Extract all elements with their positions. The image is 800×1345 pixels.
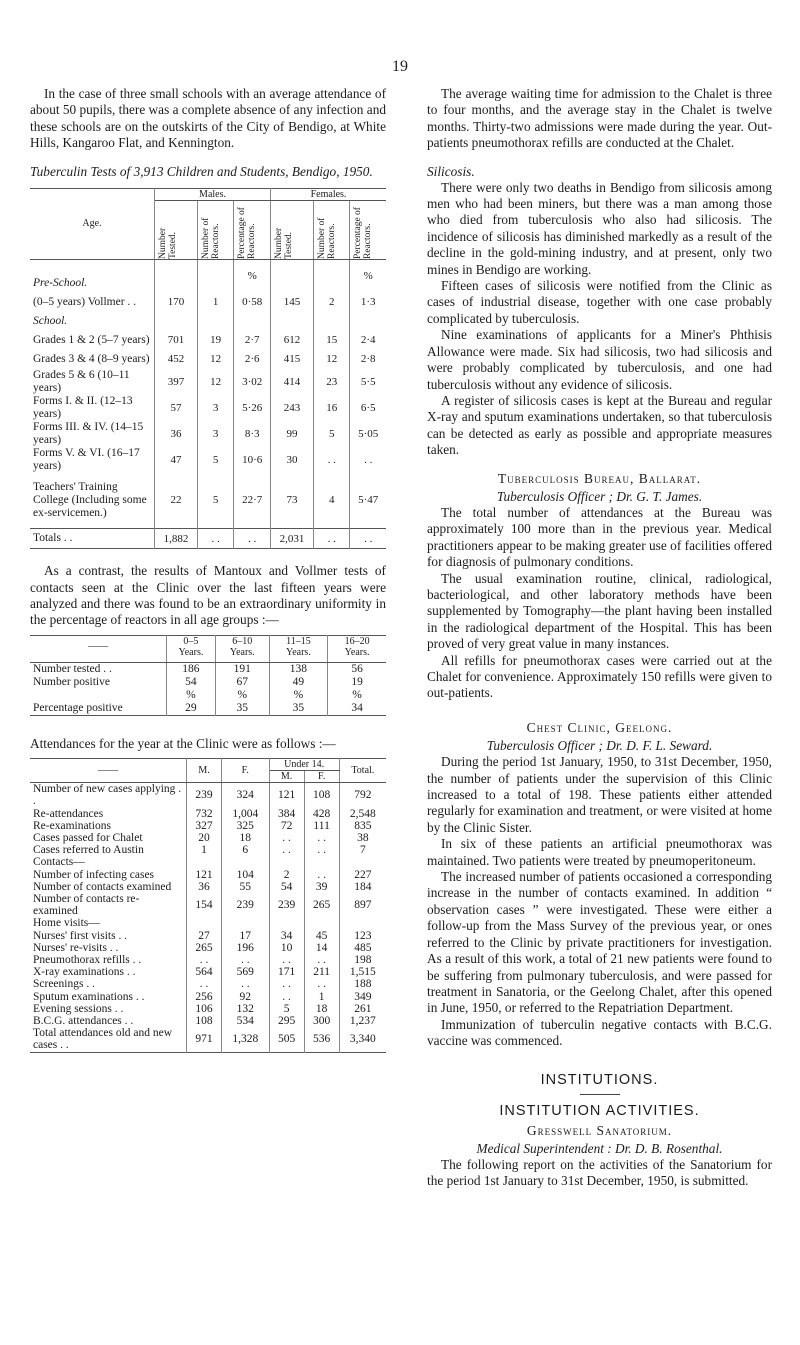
table-cell: 428 [304, 808, 339, 820]
geelong-heading: Chest Clinic, Geelong. [526, 719, 673, 735]
table-cell: 170 [155, 293, 198, 312]
table-cell: 2·4 [360, 334, 376, 347]
table-cell [187, 856, 222, 868]
table-cell [271, 312, 314, 331]
row-label: Nurses' first visits . . [30, 930, 187, 942]
row-label: Number of contacts re-examined [30, 893, 187, 917]
table-cell: 300 [304, 1015, 339, 1027]
table-cell: 536 [304, 1027, 339, 1052]
ballarat-officer: Tuberculosis Officer ; Dr. G. T. James. [496, 488, 703, 504]
table-cell: 92 [222, 991, 270, 1003]
table-cell: 5·26 [234, 395, 271, 421]
geelong-officer: Tuberculosis Officer ; Dr. D. F. L. Seward. [486, 737, 713, 753]
table-cell: . . [304, 832, 339, 844]
table-cell: 186 [167, 662, 216, 676]
table-cell: . . [222, 954, 270, 966]
table-row [30, 1027, 386, 1052]
col-header: M. [269, 771, 304, 783]
table-cell: 20 [187, 832, 222, 844]
table-cell: 6·5 [360, 401, 376, 414]
table-cell: 14 [304, 942, 339, 954]
ballarat-p3: All refills for pneumothorax cases were carried out at the Chalet for convenience. Approximately 150 refills were given to out-patients. [427, 652, 772, 701]
table-cell: 397 [155, 369, 198, 395]
table-cell: 19 [197, 331, 233, 350]
row-label: Number tested . . [30, 662, 167, 676]
table-cell [350, 312, 386, 331]
table-cell: 211 [304, 966, 339, 978]
col-header: Percentage of Reactors. [353, 206, 374, 259]
table-cell: . . [269, 954, 304, 966]
contrast-paragraph: As a contrast, the results of Mantoux and Vollmer tests of contacts seen at the Clinic over the last fifteen years were analyzed and there was found to be an extraordinary uniformity in the percentage of reactors in all age groups :— [30, 563, 386, 628]
table-cell: 16 [313, 395, 349, 421]
table-cell: 1 [197, 293, 233, 312]
col-header: Number Tested. [274, 227, 295, 259]
table-cell: 54 [269, 881, 304, 893]
col-header: F. [304, 771, 339, 783]
table-cell: 35 [215, 702, 269, 716]
table-cell: . . [313, 447, 349, 473]
col-header: Total. [339, 759, 386, 783]
institution-activities-heading: INSTITUTION ACTIVITIES. [499, 1102, 700, 1119]
table-row [30, 844, 386, 856]
table-cell: 452 [155, 350, 198, 369]
geelong-p3: The increased number of patients occasioned a corresponding increase in the number of contacts examined. In addition “ observation cases ” were investigated. These were either a follow-up from the Mass Survey of the previous year, or ones referred to the Clinic by private practitioners for investigation. As a result of this work, a total of 21 new patients were found to be suffering from pulmonary tuberculosis, and were passed for treatment in Sanatoria, or the Geelong Chalet, after this opened in June, 1950, or referred to the Repatriation Department. [427, 869, 772, 1016]
table-cell: 295 [269, 1015, 304, 1027]
table-cell: . . [304, 954, 339, 966]
row-label: X-ray examinations . . [30, 966, 187, 978]
table-cell: % [269, 689, 327, 702]
row-label: Grades 3 & 4 (8–9 years) [30, 350, 155, 369]
table-cell: . . [269, 991, 304, 1003]
table-cell: % [352, 688, 362, 701]
table-cell: % [167, 689, 216, 702]
table-row [30, 991, 386, 1003]
table-cell: 325 [222, 820, 270, 832]
left-column [30, 86, 386, 1053]
col-header: 11–15 Years. [269, 635, 327, 662]
table-cell: 145 [271, 293, 314, 312]
table-cell: 35 [269, 702, 327, 716]
table-cell: 47 [155, 447, 198, 473]
col-header: 16–20 Years. [328, 635, 386, 662]
table-cell: 19 [351, 675, 363, 688]
row-label: B.C.G. attendances . . [30, 1015, 187, 1027]
table-row [30, 662, 386, 676]
table-cell: 188 [354, 978, 372, 991]
age-header: Age. [30, 188, 155, 259]
row-label: Cases referred to Austin [30, 844, 187, 856]
table-cell: 3 [197, 421, 233, 447]
row-label: Teachers' Training College (Including some ex-servicemen.) [30, 473, 155, 529]
table-cell: 29 [167, 702, 216, 716]
females-header: Females. [271, 188, 386, 200]
under-14-header: Under 14. [269, 759, 339, 771]
table-row [30, 893, 386, 917]
attendances-paragraph: Attendances for the year at the Clinic were as follows :— [30, 735, 336, 751]
table-cell: 485 [354, 941, 372, 954]
table-cell: 22·7 [234, 473, 271, 529]
table-cell: 55 [222, 881, 270, 893]
table-cell: 5·5 [360, 375, 376, 388]
gresswell-superintendent: Medical Superintendent : Dr. D. B. Rosenthal. [476, 1140, 723, 1156]
table-cell: 108 [187, 1015, 222, 1027]
row-label: Contacts— [30, 856, 187, 868]
table-cell: 3,340 [349, 1033, 376, 1046]
table-cell: 8·3 [234, 421, 271, 447]
table-cell: 184 [354, 880, 372, 893]
table-cell: 72 [269, 820, 304, 832]
table-cell: 17 [222, 930, 270, 942]
row-label: Forms I. & II. (12–13 years) [30, 395, 155, 421]
table-cell [269, 917, 304, 929]
table-row [30, 312, 386, 331]
table-cell: 0·58 [234, 293, 271, 312]
table-cell: 701 [155, 331, 198, 350]
table-cell: 12 [313, 350, 349, 369]
col-header: Number of Reactors. [316, 217, 337, 259]
table-cell: 18 [304, 1003, 339, 1015]
table-cell: 2·7 [234, 331, 271, 350]
table-cell: 3·02 [234, 369, 271, 395]
table-cell: 2,548 [349, 807, 376, 820]
table-cell: 36 [155, 421, 198, 447]
table-cell: 10·6 [234, 447, 271, 473]
table-cell: 2·6 [234, 350, 271, 369]
table-cell: 1 [187, 844, 222, 856]
table-row [30, 421, 386, 447]
table-cell: . . [197, 529, 233, 549]
silicosis-p3: Nine examinations of applicants for a Miner's Phthisis Allowance were made. Six had silicosis, two had silicosis and were probably complicated by tuberculosis, and one had tuberculosis without any evidence of silicosis. [427, 327, 772, 392]
ballarat-p1: The total number of attendances at the Bureau was approximately 100 more than in the previous year. Medical practitioners appear to be making greater use of facilities offered for diagnosis of pulmonary conditions. [427, 504, 772, 570]
institutions-heading: INSTITUTIONS. [540, 1071, 659, 1088]
table-cell: 1,237 [349, 1015, 376, 1028]
col-header: Number Tested. [158, 227, 178, 259]
table-cell: 2·8 [360, 353, 376, 366]
row-label: Grades 1 & 2 (5–7 years) [30, 331, 155, 350]
table-cell [269, 856, 304, 868]
table-cell: 49 [269, 676, 327, 689]
col-header: 0–5 Years. [167, 635, 216, 662]
table-cell: 384 [269, 808, 304, 820]
table-cell: . . [304, 844, 339, 856]
table-cell: . . [269, 844, 304, 856]
table-cell: 3 [197, 395, 233, 421]
table-cell: 5 [197, 473, 233, 529]
table-row [30, 293, 386, 312]
table-cell: 414 [271, 369, 314, 395]
table-row [30, 881, 386, 893]
chalet-paragraph: The average waiting time for admission to the Chalet is three to four months, and the average stay in the Chalet is twelve months. Thirty-two admissions were made during the year. Out-patients pneumothorax refills are conducted at the Chalet. [427, 86, 772, 151]
table-cell: 34 [351, 701, 363, 714]
row-label: Totals . . [30, 529, 155, 549]
tuberculin-tests-table [30, 188, 386, 550]
row-label: Percentage positive [30, 702, 167, 716]
males-header: Males. [155, 188, 271, 200]
dash-header: —— [30, 759, 187, 783]
table-cell: 39 [304, 881, 339, 893]
table-row [30, 395, 386, 421]
table-cell: 265 [304, 893, 339, 917]
row-label: Grades 5 & 6 (10–11 years) [30, 369, 155, 395]
table-cell: 4 [313, 473, 349, 529]
geelong-p1: During the period 1st January, 1950, to 31st December, 1950, the number of patients under the supervision of this Clinic increased to a total of 198. These patients either attended regularly for examination and treatment, or were visited at home by the Clinic Sister. [427, 754, 772, 835]
table-row [30, 930, 386, 942]
row-label: (0–5 years) Vollmer . . [30, 293, 155, 312]
table-cell: 23 [313, 369, 349, 395]
table-cell: . . [234, 529, 271, 549]
table-cell: 732 [187, 808, 222, 820]
table-cell: 2,031 [271, 529, 314, 549]
table-cell: 99 [271, 421, 314, 447]
table1-title: Tuberculin Tests of 3,913 Children and Students, Bendigo, 1950. [30, 163, 373, 179]
intro-paragraph: In the case of three small schools with an average attendance of about 50 pupils, there was a complete absence of any infection and these schools are on the outskirts of the City of Bendigo, at White Hills, Kangaroo Flat, and Kennington. [30, 86, 386, 151]
table-cell: 191 [215, 662, 269, 676]
table-cell [313, 312, 349, 331]
row-label: Home visits— [30, 917, 187, 929]
table-cell: 198 [354, 954, 372, 966]
table-cell: 121 [269, 783, 304, 808]
table-cell: 897 [354, 899, 372, 912]
table-cell: 349 [354, 990, 372, 1003]
table-cell: 73 [271, 473, 314, 529]
table-cell: 243 [271, 395, 314, 421]
row-label: Re-attendances [30, 808, 187, 820]
attendances-table [30, 758, 386, 1052]
table-cell: 324 [222, 783, 270, 808]
table-cell: 5 [197, 447, 233, 473]
row-label: Number of infecting cases [30, 869, 187, 881]
table-cell: . . [222, 978, 270, 990]
table-cell: 1·3 [360, 296, 376, 309]
table-cell: 5·47 [358, 494, 379, 507]
table-row [30, 676, 386, 689]
table-cell: 196 [222, 942, 270, 954]
gresswell-p1: The following report on the activities of the Sanatorium for the period 1st January to 31st December, 1950, is submitted. [427, 1156, 772, 1189]
table-cell: 54 [167, 676, 216, 689]
table-cell: 265 [187, 942, 222, 954]
row-label: Number of contacts examined [30, 881, 187, 893]
table-row [30, 529, 386, 549]
row-label: Re-examinations [30, 820, 187, 832]
table-row [30, 350, 386, 369]
table-cell: 27 [187, 930, 222, 942]
col-header: Number of Reactors. [200, 217, 221, 259]
row-label: Forms V. & VI. (16–17 years) [30, 447, 155, 473]
table-cell: 12 [197, 350, 233, 369]
geelong-p2: In six of these patients an artificial pneumothorax was maintained. Two patients were treated by pneumoperitoneum. [427, 836, 772, 868]
table-cell: . . [269, 832, 304, 844]
table-cell: 138 [269, 662, 327, 676]
table-cell [197, 312, 233, 331]
table-cell: 12 [197, 369, 233, 395]
table-row [30, 473, 386, 529]
table-cell: 534 [222, 1015, 270, 1027]
table-cell: 45 [304, 930, 339, 942]
table-cell: 15 [313, 331, 349, 350]
table-row [30, 331, 386, 350]
table-row [30, 808, 386, 820]
table-cell: 261 [354, 1002, 372, 1015]
table-cell: 415 [271, 350, 314, 369]
table-cell [187, 917, 222, 929]
row-label: Nurses' re-visits . . [30, 942, 187, 954]
geelong-p4: Immunization of tuberculin negative contacts with B.C.G. vaccine was commenced. [427, 1016, 772, 1049]
table-cell: 612 [271, 331, 314, 350]
contacts-table [30, 635, 386, 716]
table-cell: . . [187, 954, 222, 966]
row-label: Number of new cases applying . . [30, 783, 187, 808]
table-cell: . . [364, 532, 373, 545]
col-header: 6–10 Years. [215, 635, 269, 662]
table-cell [304, 917, 339, 929]
table-cell: 30 [271, 447, 314, 473]
table-cell: 67 [215, 676, 269, 689]
table-row [30, 820, 386, 832]
right-column [427, 86, 772, 1190]
table-cell: 564 [187, 966, 222, 978]
row-label: Total attendances old and new cases . . [30, 1027, 187, 1052]
table-cell: 569 [222, 966, 270, 978]
table-cell: 2 [269, 869, 304, 881]
table-row [30, 702, 386, 716]
ballarat-p2: The usual examination routine, clinical, radiological, bacteriological, and other laboratory methods have been supplemented by Tomography—the plant having been installed in the radiological department of the Hospital. This has been proved of very great value in many instances. [427, 570, 772, 652]
table-cell: % [215, 689, 269, 702]
table-row [30, 832, 386, 844]
divider [580, 1094, 620, 1095]
table-cell: 108 [304, 783, 339, 808]
table-row [30, 1015, 386, 1027]
table-row [30, 689, 386, 702]
table-cell: 57 [155, 395, 198, 421]
table-cell: . . [304, 869, 339, 881]
silicosis-p2: Fifteen cases of silicosis were notified from the Clinic as cases of industrial disease, together with one case probably complicated by tuberculosis. [427, 278, 772, 326]
silicosis-title: Silicosis. [427, 163, 475, 179]
table-cell: 38 [357, 831, 369, 844]
table-cell: 18 [222, 832, 270, 844]
table-cell: 36 [187, 881, 222, 893]
table-cell: 154 [187, 893, 222, 917]
table-cell [222, 856, 270, 868]
table-cell: . . [304, 978, 339, 990]
table-cell: 1,004 [222, 808, 270, 820]
table-row [30, 966, 386, 978]
table-cell: 971 [187, 1027, 222, 1052]
silicosis-p1: There were only two deaths in Bendigo from silicosis among men who had been miners, but there was a man among those who died from tuberculosis who also had silicosis. The incidence of silicosis has diminished markedly as a result of the decline in the gold-mining industry, and at present, only two mines in Bendigo are working. [427, 179, 772, 277]
table-row [30, 954, 386, 966]
row-label: Evening sessions . . [30, 1003, 187, 1015]
table-cell: 505 [269, 1027, 304, 1052]
col-header: Percentage of Reactors. [237, 206, 258, 259]
table-cell: 256 [187, 991, 222, 1003]
table-cell: 227 [354, 868, 372, 881]
table-cell [339, 917, 386, 929]
table-cell [222, 917, 270, 929]
table-cell: 106 [187, 1003, 222, 1015]
table-cell: 10 [269, 942, 304, 954]
table-row [30, 369, 386, 395]
table-cell: 5 [269, 1003, 304, 1015]
table-cell: 6 [222, 844, 270, 856]
table-cell: . . [269, 978, 304, 990]
table-cell: 22 [155, 473, 198, 529]
table-cell: 239 [269, 893, 304, 917]
table-row [30, 447, 386, 473]
table-cell: 1,328 [222, 1027, 270, 1052]
table-cell: 1 [304, 991, 339, 1003]
table-cell: 239 [187, 783, 222, 808]
row-label: Sputum examinations . . [30, 991, 187, 1003]
pct-sign: % [234, 259, 271, 293]
table-row [30, 856, 386, 868]
table-cell [155, 312, 198, 331]
dash-header: —— [30, 635, 167, 662]
table-row [30, 1003, 386, 1015]
table-cell: 56 [351, 662, 363, 675]
table-cell: 132 [222, 1003, 270, 1015]
silicosis-p4: A register of silicosis cases is kept at the Bureau and regular X-ray and sputum examinations undertaken, so that tuberculosis can be detected as early as possible and appropriate measures taken. [427, 392, 772, 458]
table-row [30, 783, 386, 808]
row-label: Number positive [30, 676, 167, 689]
table-cell: 792 [354, 789, 372, 802]
table-cell: 327 [187, 820, 222, 832]
table-cell: 104 [222, 869, 270, 881]
row-label: Cases passed for Chalet [30, 832, 187, 844]
row-label: Pneumothorax refills . . [30, 954, 187, 966]
table-cell: 239 [222, 893, 270, 917]
table-cell: 34 [269, 930, 304, 942]
table-cell: 1,515 [349, 966, 376, 979]
table-cell: 1,882 [155, 529, 198, 549]
pct-sign: % [363, 270, 373, 283]
gresswell-heading: Gresswell Sanatorium. [526, 1122, 673, 1138]
table-cell: 171 [269, 966, 304, 978]
table-cell: 111 [304, 820, 339, 832]
table-cell [304, 856, 339, 868]
row-label: School. [30, 312, 155, 331]
table-cell: 5·05 [358, 427, 379, 440]
page-number: 19 [392, 58, 408, 75]
table-row [30, 869, 386, 881]
table-cell: 2 [313, 293, 349, 312]
table-cell: . . [187, 978, 222, 990]
preschool-label: Pre-School. [30, 259, 155, 293]
row-label: Forms III. & IV. (14–15 years) [30, 421, 155, 447]
row-label: Screenings . . [30, 978, 187, 990]
row-label [30, 689, 167, 702]
table-cell: 123 [354, 929, 372, 942]
table-cell: . . [313, 529, 349, 549]
table-cell: . . [364, 453, 373, 466]
table-cell [339, 856, 386, 868]
ballarat-heading: Tuberculosis Bureau, Ballarat. [497, 470, 702, 486]
table-row [30, 978, 386, 990]
table-cell: 7 [359, 844, 366, 857]
col-header: M. [187, 759, 222, 783]
table-row [30, 917, 386, 929]
table-cell [234, 312, 271, 331]
table-cell: 835 [354, 819, 372, 832]
table-cell: 5 [313, 421, 349, 447]
table-cell: 121 [187, 869, 222, 881]
col-header: F. [222, 759, 270, 783]
table-row [30, 942, 386, 954]
